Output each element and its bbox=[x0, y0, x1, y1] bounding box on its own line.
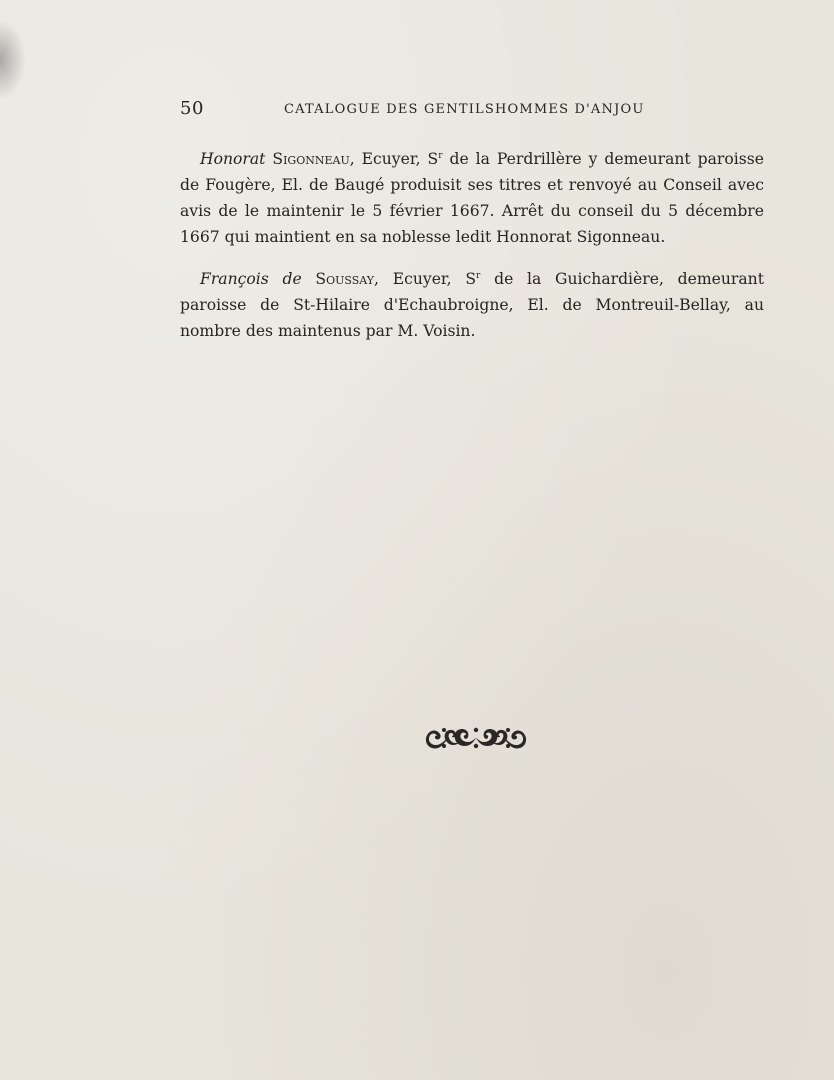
entry-text: de la Guichardière, demeurant paroisse de St-Hilaire d'Echaubroigne, El. de Montreuil-Bellay, au nombre des maintenus par M. Voisin. bbox=[180, 270, 764, 340]
entry-surname: Sigonneau bbox=[272, 150, 350, 168]
page-header bbox=[180, 98, 664, 122]
body-text bbox=[180, 146, 764, 360]
page-number: 50 bbox=[180, 98, 204, 119]
entry-given-name: François de bbox=[200, 270, 302, 288]
entry-given-name: Honorat bbox=[200, 150, 266, 168]
page-edge-shadow bbox=[0, 20, 26, 100]
entry-paragraph bbox=[180, 266, 764, 344]
entry-surname: Soussay bbox=[315, 270, 375, 288]
floral-fleuron-ornament-icon bbox=[424, 724, 528, 752]
entry-title-sup: r bbox=[476, 270, 481, 281]
running-title: CATALOGUE DES GENTILSHOMMES D'ANJOU bbox=[284, 102, 645, 117]
entry-title-sup: r bbox=[438, 150, 443, 161]
entry-paragraph bbox=[180, 146, 764, 250]
entry-title: , Ecuyer, S bbox=[349, 150, 439, 168]
entry-text: de la Perdrillère y demeurant paroisse de Fougère, El. de Baugé produisit ses titres et renvoyé au Conseil avec avis de le maintenir le 5 février 1667. Arrêt du conseil du 5 décembre 1667 qui maintient en sa noblesse ledit Honnorat Sigonneau. bbox=[180, 150, 764, 246]
entry-title: , Ecuyer, S bbox=[374, 270, 477, 288]
